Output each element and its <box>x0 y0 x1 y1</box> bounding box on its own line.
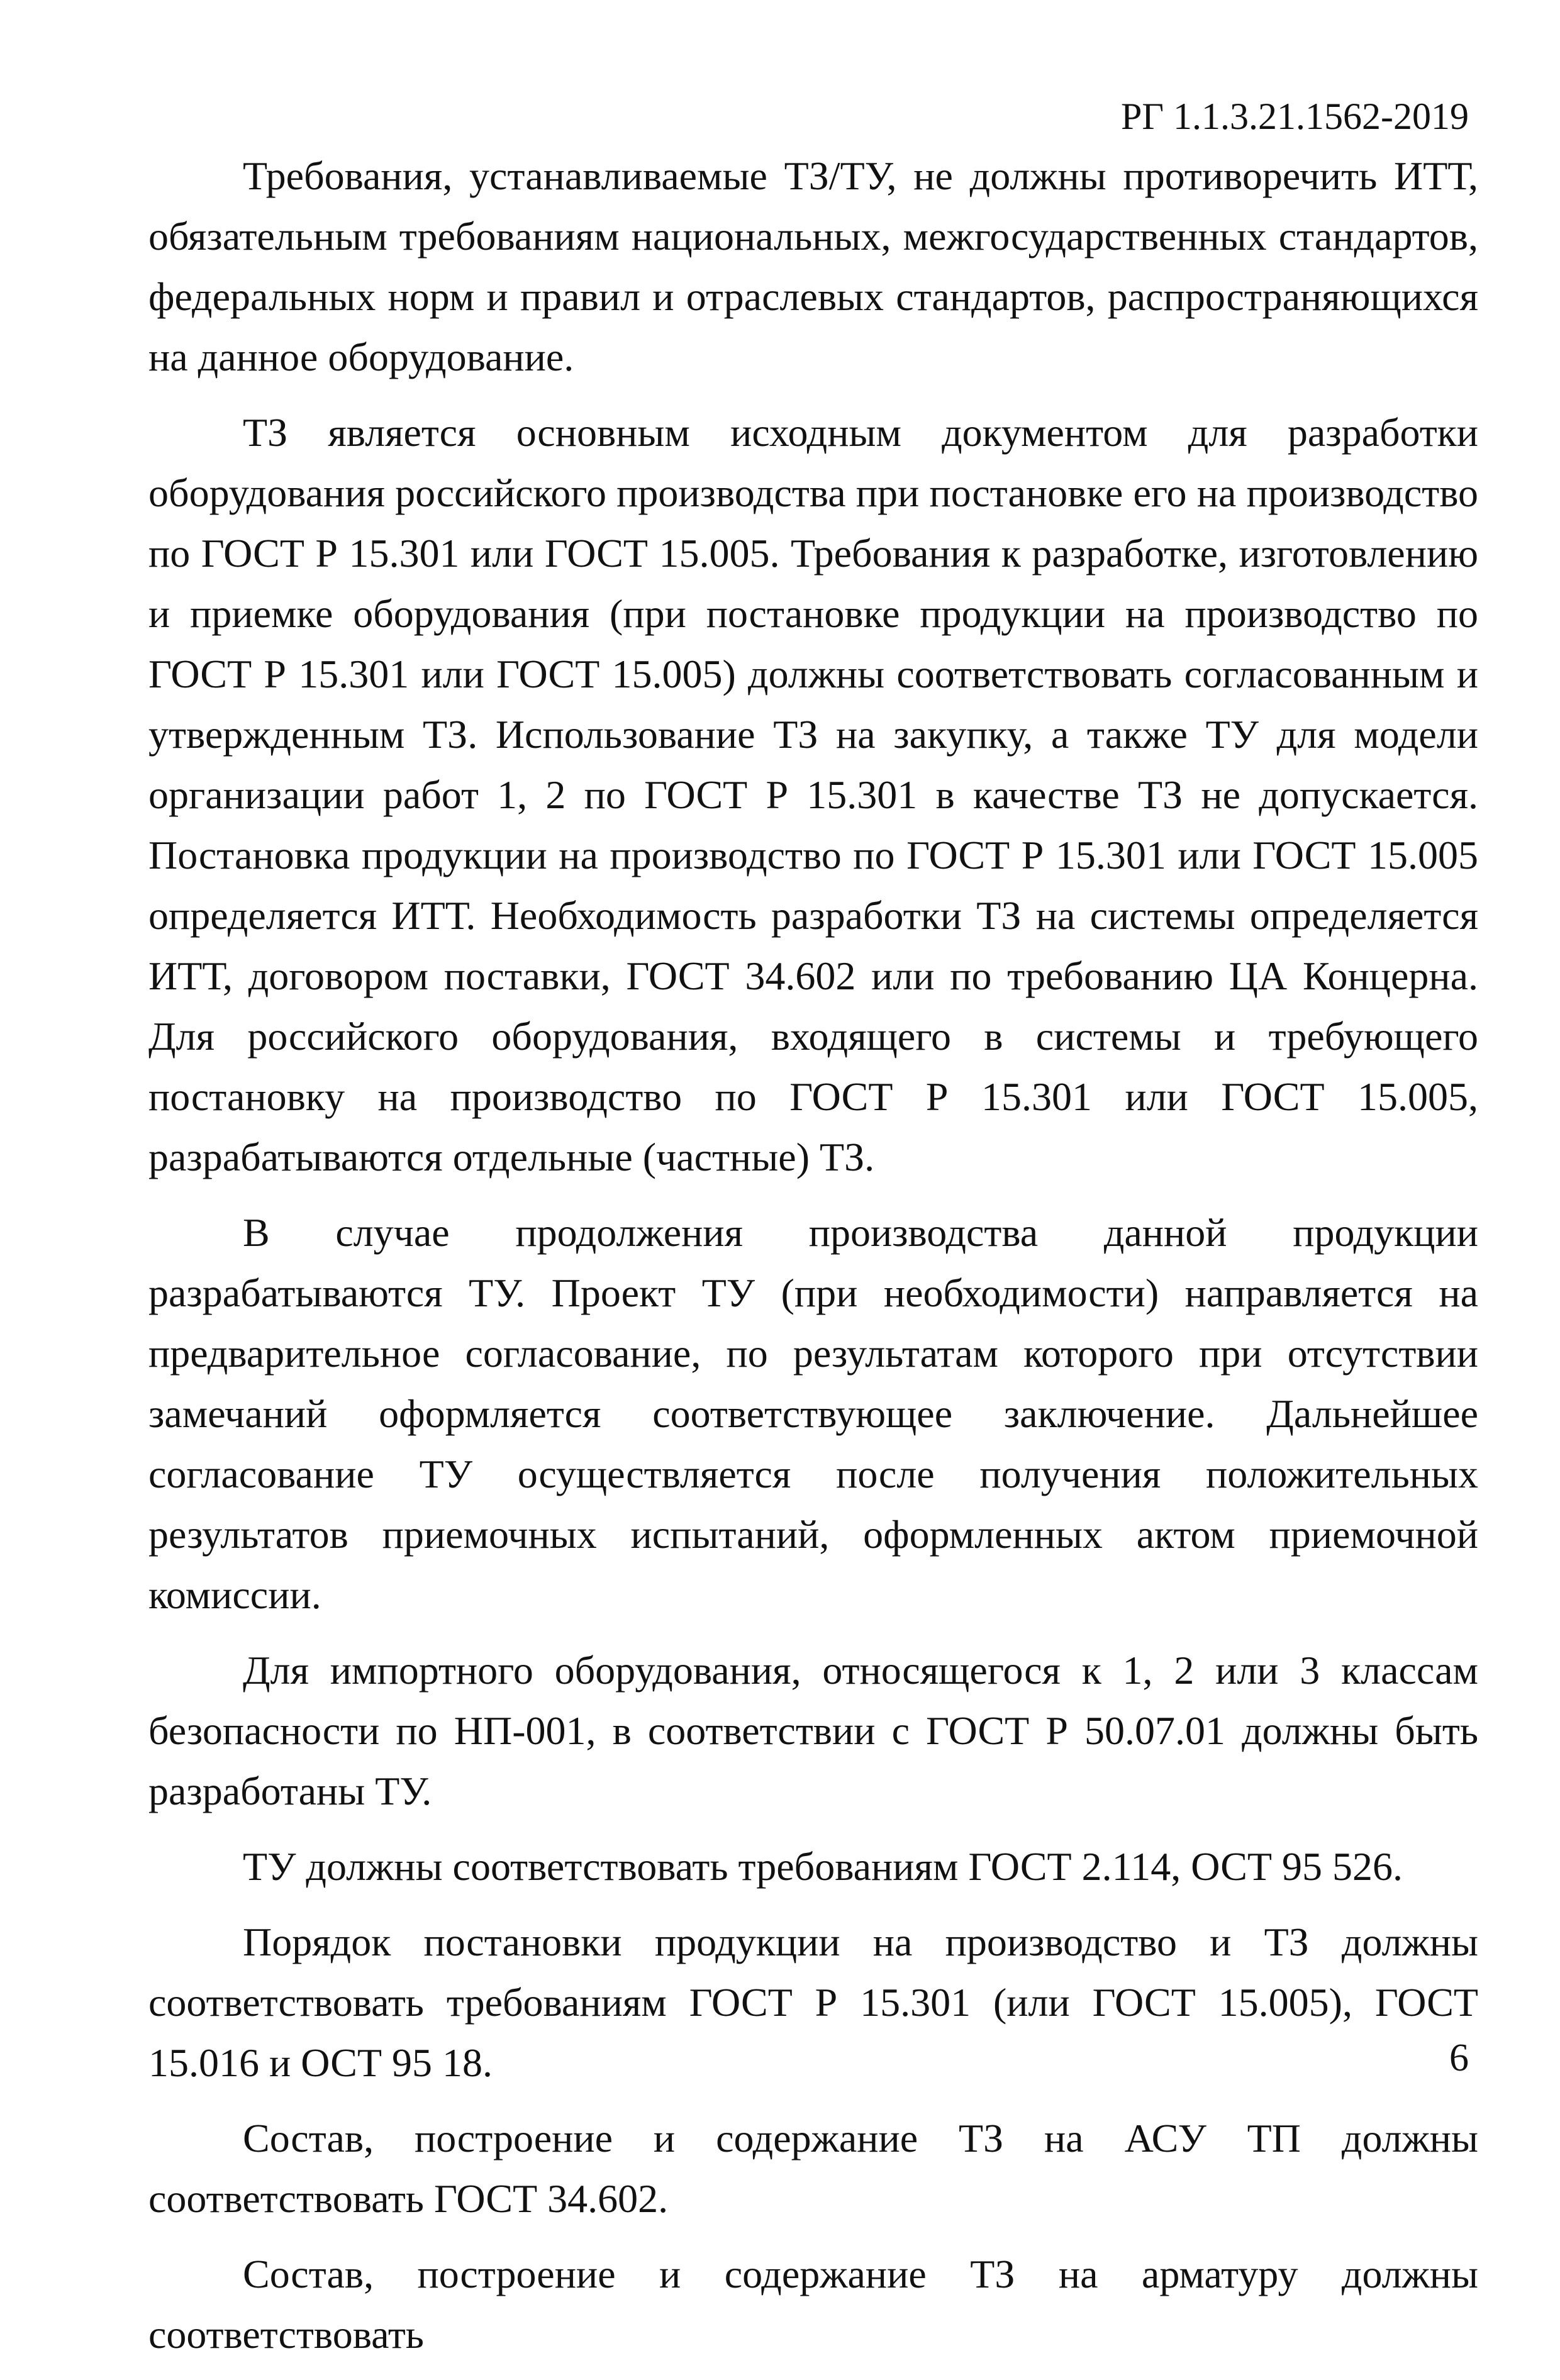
paragraph: ТУ должны соответствовать требованиям ГОСТ 2.114, ОСТ 95 526. <box>243 1844 1403 1889</box>
page-number: 6 <box>1449 2037 1469 2079</box>
body-text <box>148 146 1478 2380</box>
paragraph: Порядок постановки продукции на производство и ТЗ должны соответствовать требованиям ГОСТ Р 15.301 (или ГОСТ 15.005), ГОСТ 15.016 и ОСТ 95 18. <box>148 1920 1478 2085</box>
paragraph: Состав, построение и содержание ТЗ на арматуру должны соответствовать <box>148 2252 1478 2357</box>
paragraph: В случае продолжения производства данной продукции разрабатываются ТУ. Проект ТУ (при необходимости) направляется на предварительное согласование, по результатам которого при отсутствии замечаний оформляется соответствующее заключение. Дальнейшее согласование ТУ осуществляется после получения положительных результатов приемочных испытаний, оформленных актом приемочной комиссии. <box>148 1210 1478 1617</box>
document-code: РГ 1.1.3.21.1562-2019 <box>1120 96 1469 137</box>
paragraph: ТЗ является основным исходным документом для разработки оборудования российского производства при постановке его на производство по ГОСТ Р 15.301 или ГОСТ 15.005. Требования к разработке, изготовлению и приемке оборудования (при постановке продукции на производство по ГОСТ Р 15.301 или ГОСТ 15.005) должны соответствовать согласованным и утвержденным ТЗ. Использование ТЗ на закупку, а также ТУ для модели организации работ 1, 2 по ГОСТ Р 15.301 в качестве ТЗ не допускается. Постановка продукции на производство по ГОСТ Р 15.301 или ГОСТ 15.005 определяется ИТТ. Необходимость разработки ТЗ на системы определяется ИТТ, договором поставки, ГОСТ 34.602 или по требованию ЦА Концерна. Для российского оборудования, входящего в системы и требующего постановку на производство по ГОСТ Р 15.301 или ГОСТ 15.005, разрабатываются отдельные (частные) ТЗ. <box>148 410 1478 1179</box>
paragraph: Состав, построение и содержание ТЗ на АСУ ТП должны соответствовать ГОСТ 34.602. <box>148 2116 1478 2221</box>
paragraph: Для импортного оборудования, относящегося к 1, 2 или 3 классам безопасности по НП-001, в соответствии с ГОСТ Р 50.07.01 должны быть разработаны ТУ. <box>148 1648 1478 1813</box>
paragraph: Требования, устанавливаемые ТЗ/ТУ, не должны противоречить ИТТ, обязательным требованиям национальных, межгосударственных стандартов, федеральных норм и правил и отраслевых стандартов, распространяющихся на данное оборудование. <box>148 153 1478 379</box>
